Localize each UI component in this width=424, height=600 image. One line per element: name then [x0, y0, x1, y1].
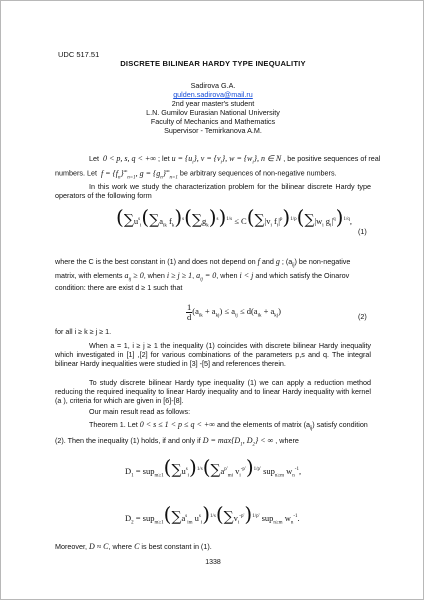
paragraph-5: condition: there are exist d ≥ 1 such that — [55, 283, 183, 292]
author-name: Sadirova G.A. — [190, 81, 236, 90]
author-email-link[interactable]: gulden.sadirova@mail.ru — [173, 90, 253, 99]
theorem-1-line-2: (2). Then the inequality (1) holds, if and only if $D = \max\{D_1$, $D_2$} < ∞ , where — [55, 436, 299, 448]
udc-code: UDC 517.51 — [58, 50, 100, 59]
equation-2: $\frac{1}{d}(a_{ik} + a_{kj}) \le a_{ij} \le d(a_{ik} + a_{kj})$ — [187, 302, 282, 322]
formula-d1: $D_1 = sup_{m\ge 1}(\sum u^s_i)^{1/s}(\sum a^{p'}_{mi}$ $v_i^{-p'})^{1/p'}$ sup$_{n\ge m}$ $w_n^{-1}$, — [125, 455, 302, 479]
paragraph-4-line: matrix, with elements $a_{ij} \ge 0$, when i ≥ j ≥ 1, $a_{ij} = 0$, when i < j and which satisfy the Oinarov — [55, 271, 350, 283]
paragraph-12: Moreover, D ≈ C, where C is best constant in (1). — [55, 542, 212, 551]
paragraph-6: for all i ≥ k ≥ j ≥ 1. — [55, 327, 112, 336]
author-faculty: Faculty of Mechanics and Mathematics — [150, 117, 276, 126]
paragraph-9: Our main result read as follows: — [89, 407, 191, 416]
paragraph-1-line-1: Let 0 < p, s, q < +∞ ; let $u = \{u_i\}$, $v = \{v_i\}$, $w = \{w_i\}$, n ∈ N , be positive sequences of real — [89, 154, 381, 166]
equation-1-number: (1) — [358, 227, 367, 236]
paragraph-7: When a = 1, i ≥ j ≥ 1 the inequality (1) coincides with discrete bilinear Hardy inequality which investigated in [1] ,[2] for various combinations of the parameters p,s and q. The integral bilinear Hardy inequalities were studied in [3] -[5] and references therein. — [55, 341, 371, 368]
paragraph-8: To study discrete bilinear Hardy type inequality (1) we can apply a reduction method reducing the required inequality to linear Hardy inequality and to linear Hardy inequality with kernel (a ), criteria for which are given in [6]-[8]. — [55, 378, 371, 405]
paragraph-1-line-2: numbers. Let $f = \{f_n\}^\infty_{n=1}$, $g = \{g_n\}^\infty_{n=1}$ be arbitrary sequences of non-negative numbers. — [55, 168, 337, 181]
equation-1: ($\sum u^s_i(\sum a_{ik}$ $f_k)^s(\sum g_k)^s)^{1/s} \le C(\sum|v_i$ $f_i|^p)^{1/p}(\sum|w_i$ $g_i|^q)^{1/q}$, — [116, 205, 352, 229]
page-number: 1338 — [205, 559, 221, 566]
equation-2-number: (2) — [358, 312, 367, 321]
formula-d2: $D_2 = sup_{m\ge 1}(\sum a^s_{im}$ $u^s_i)^{1/s}(\sum v_i^{-p'})^{1/p'}$ sup$_{n\ge m}$ $w_n^{-1}$. — [125, 502, 300, 526]
paragraph-2: In this work we study the characterization problem for the bilinear discrete Hardy type operators of the following form — [55, 182, 371, 200]
author-university: L.N. Gumilov Eurasian National University — [146, 108, 280, 117]
author-position: 2nd year master's student — [171, 99, 255, 108]
theorem-1-line-1: Theorem 1. Let 0 < s ≤ 1 < p ≤ q < +∞ and the elements of matrix $(a_{ij})$ satisfy condition — [89, 420, 368, 432]
paper-title: DISCRETE BILINEAR HARDY TYPE INEQUALITIY — [120, 59, 306, 68]
paragraph-3-line-1: where the C is the best constant in (1) and does not depend on f and g ; $(a_{ij})$ be non-negative — [55, 257, 351, 269]
author-email-line — [1, 90, 424, 99]
author-supervisor: Supervisor - Temirkanova A.M. — [164, 126, 262, 135]
